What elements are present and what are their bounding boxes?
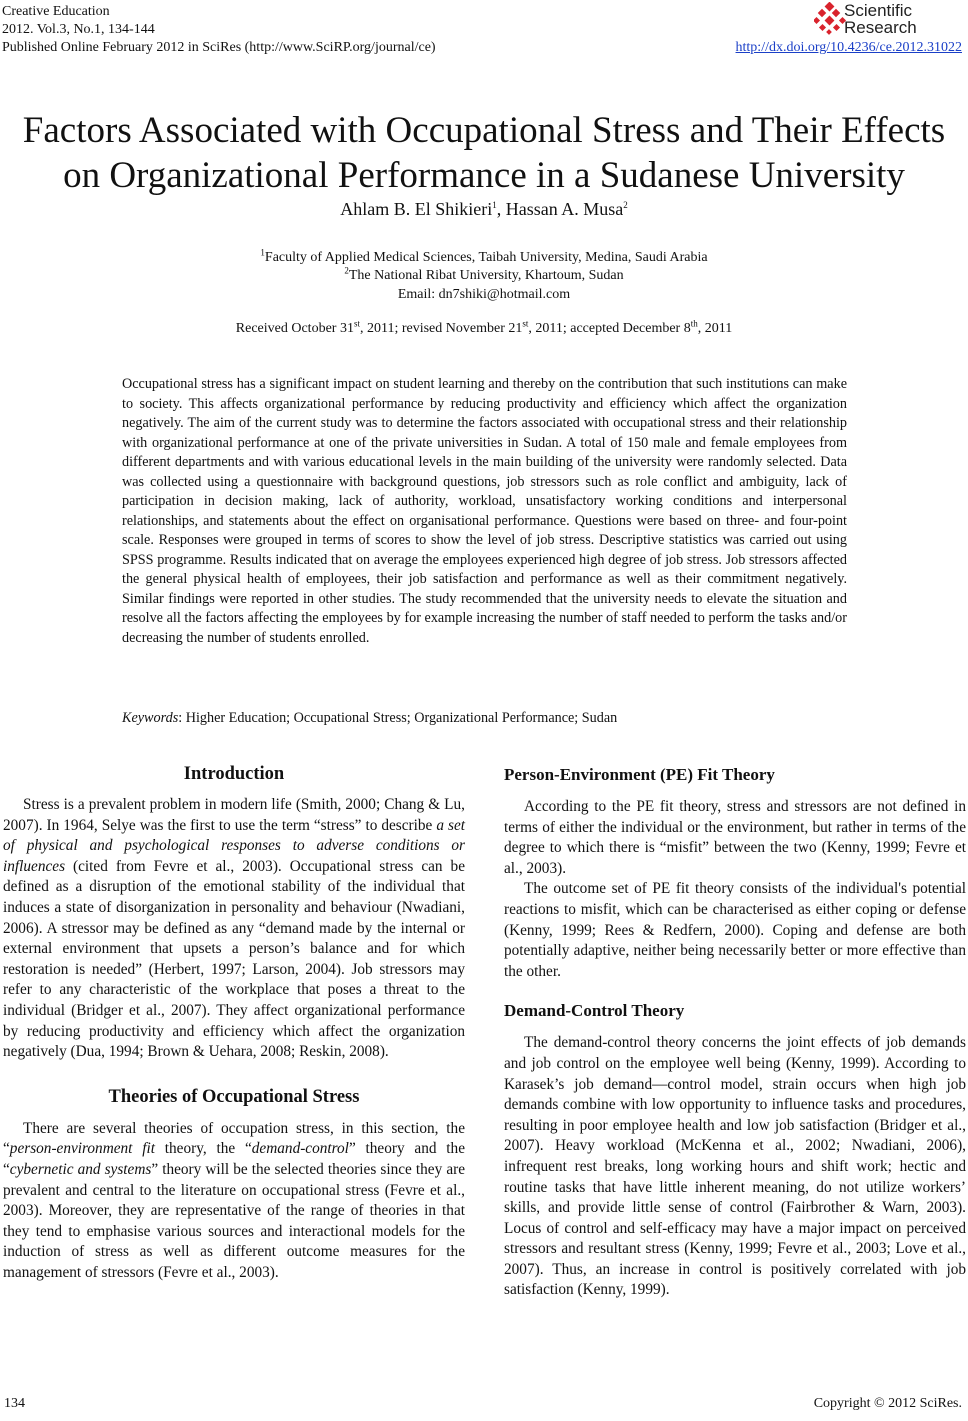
affiliation-2-mark: 2 [344,265,349,276]
doi-link[interactable]: http://dx.doi.org/10.4236/ce.2012.31022 [735,40,962,55]
received-text-4: , 2011 [697,321,733,336]
intro-paragraph [3,795,465,1063]
authors [0,198,968,220]
author-email: Email: dn7shiki@hotmail.com [397,287,571,302]
copyright: Copyright © 2012 SciRes. [813,1396,962,1411]
received-sup-1: st [353,318,360,329]
intro-text-italic: a set of physical and psychological responses to adverse conditions or influences [3,816,465,875]
affiliation-1-text: Faculty of Applied Medical Sciences, Taibah University, Medina, Saudi Arabia [264,250,708,265]
affiliation-2-text: The National Ribat University, Khartoum, Sudan [348,268,624,283]
author-1-affil: 1 [492,200,497,210]
theories-italic-1: person-environment fit [9,1140,155,1158]
title-line-1: Factors Associated with Occupational Stress and Their Effects [22,110,946,151]
affiliation-2 [0,267,968,285]
keywords-text: : Higher Education; Occupational Stress; Organizational Performance; Sudan [178,710,618,726]
theories-paragraph [3,1119,465,1284]
publisher-logo [814,0,964,40]
section-heading-pe-fit: Person-Environment (PE) Fit Theory [504,765,775,784]
page-number: 134 [4,1396,25,1411]
received-dates [0,320,968,338]
author-2-affil: 2 [623,200,628,210]
received-sup-3: th [690,318,698,329]
right-column [504,764,966,1301]
received-text-2: , 2011; revised November 21 [359,321,523,336]
intro-text-1: Stress is a prevalent problem in modern life (Smith, 2000; Chang & Lu, 2007). In 1964, Selye was the first to use the term “stress” to describe [3,796,465,834]
paper-title [0,108,968,198]
author-1: Ahlam B. El Shikieri [340,199,493,219]
journal-volume: 2012. Vol.3, No.1, 134-144 [2,22,155,37]
theories-italic-2: demand-control [251,1140,349,1158]
section-heading-theories: Theories of Occupational Stress [108,1086,360,1107]
scirp-logo-icon [814,2,848,36]
left-column [3,762,465,1283]
logo-text-research: Research [844,18,917,37]
publication-info: Published Online February 2012 in SciRes (http://www.SciRP.org/journal/ce) [2,40,436,55]
demand-control-paragraph: The demand-control theory concerns the joint effects of job demands and job control on the employee well being (Kenny, 1999). According to Karasek’s job demand—control model, strain occurs when high job demands combine with low opportunity to influence tasks and procedures, resulting in poor employee health and low job satisfaction (Bridger et al., 2007). Heavy workload (McKenna et al., 2002; Nwadiani, 2006), infrequent rest breaks, long working hours and shift work; hectic and routine tasks that have little inherent meaning, do not utilize workers’ skills, and provide little sense of control (Fairbrother & Warn, 2003). Locus of control and self-efficacy may have a major impact on perceived stressors and resultant stress (Kenny, 1999; Fevre et al., 2003; Love et al., 2007). Thus, an increase in control is positively correlated with job satisfaction (Kenny, 1999). [504,1034,966,1299]
theories-text-2: theory, the “ [154,1140,252,1158]
theories-italic-3: cybernetic and systems [9,1160,152,1178]
title-line-2: on Organizational Performance in a Sudanese University [63,155,905,196]
pe-fit-paragraph-1: According to the PE fit theory, stress and stressors are not defined in terms of either the individual or the environment, but rather in terms of the degree to which there is “misfit” between the two (Kenny, 1999; Fevre et al., 2003). [504,798,966,877]
journal-name: Creative Education [2,4,110,19]
received-sup-2: st [522,318,529,329]
logo-text-scientific: Scientific [844,1,913,20]
pe-fit-paragraph-2: The outcome set of PE fit theory consists of the individual's potential reactions to misfit, which can be characterised as either coping or defense (Kenny, 1999; Rees & Redfern, 2000). Coping and defense are both potentially adaptive, neither being necessarily better or more effective than the other. [504,880,966,980]
author-sep: , [496,199,506,219]
theories-text-4: ” theory will be the selected theories since they are prevalent and central to the literature on occupational stress (Fevre et al., 2003). Moreover, they are representative of the range of theories in that they tend to emphasise various sources and interactional models for the induction of stress as well as different outcome measures for the management of stressors (Fevre et al., 2003). [3,1160,465,1281]
keywords-label: Keywords [122,710,179,726]
intro-text-2: (cited from Fevre et al., 2003). Occupational stress can be defined as a disruption of the emotional stability of the individual that induces a state of disorganization in personality and behaviour (Nwadiani, 2006). A stressor may be defined as any “demand made by the internal or external environment that upsets a person’s balance and for which restoration is needed” (Herbert, 1997; Larson, 2004). Job stressors may refer to any characteristic of the workplace that poses a threat to the individual (Bridger et al., 2007). They affect organizational performance by reducing productivity and efficiency which affect the organization negatively (Dua, 1994; Brown & Uehara, 2008; Reskin, 2008). [3,857,465,1061]
affiliation-1 [0,249,968,267]
received-text-1: Received October 31 [235,321,354,336]
theories-text-1: There are several theories of occupation stress, in this section, the “ [3,1119,465,1158]
affiliation-1-mark: 1 [260,247,265,258]
abstract: Occupational stress has a significant impact on student learning and thereby on the contribution that such institutions can make to society. This affects organizational performance by reducing productivity and efficiency which affect the organization negatively. The aim of the current study was to determine the factors associated with occupational stress and their relationship with organizational performance at one of the private universities in Sudan. A total of 150 male and female employees from different departments and with various educational levels in the main building of the university were randomly selected. Data was collected using a questionnaire with background questions, job stressors such as role conflict and ambiguity, lack of participation in decision making, lack of authority, workload, unsatisfactory working conditions and interpersonal relationships, and statements about the effect on organisational performance. Questions were based on three- and four-point scale. Responses were grouped in terms of scores to show the level of job stress. Descriptive statistics was carried out using SPSS programme. Results indicated that on average the employees experienced high degree of job stress. Job stressors affected the general physical health of employees, their job satisfaction and performance as well as their commitment negatively. Similar findings were reported in other studies. The study recommended that the university needs to elevate the situation and resolve all the factors affecting the employees by for example increasing the number of staff needed to perform the tasks and/or decreasing the number of students enrolled. [122,376,847,646]
author-2: Hassan A. Musa [505,199,624,219]
keywords [122,709,847,728]
theories-text-3: ” theory and the “ [3,1140,465,1178]
section-heading-introduction: Introduction [183,764,285,784]
section-heading-demand-control: Demand-Control Theory [504,1001,685,1021]
received-text-3: , 2011; accepted December 8 [528,321,691,336]
